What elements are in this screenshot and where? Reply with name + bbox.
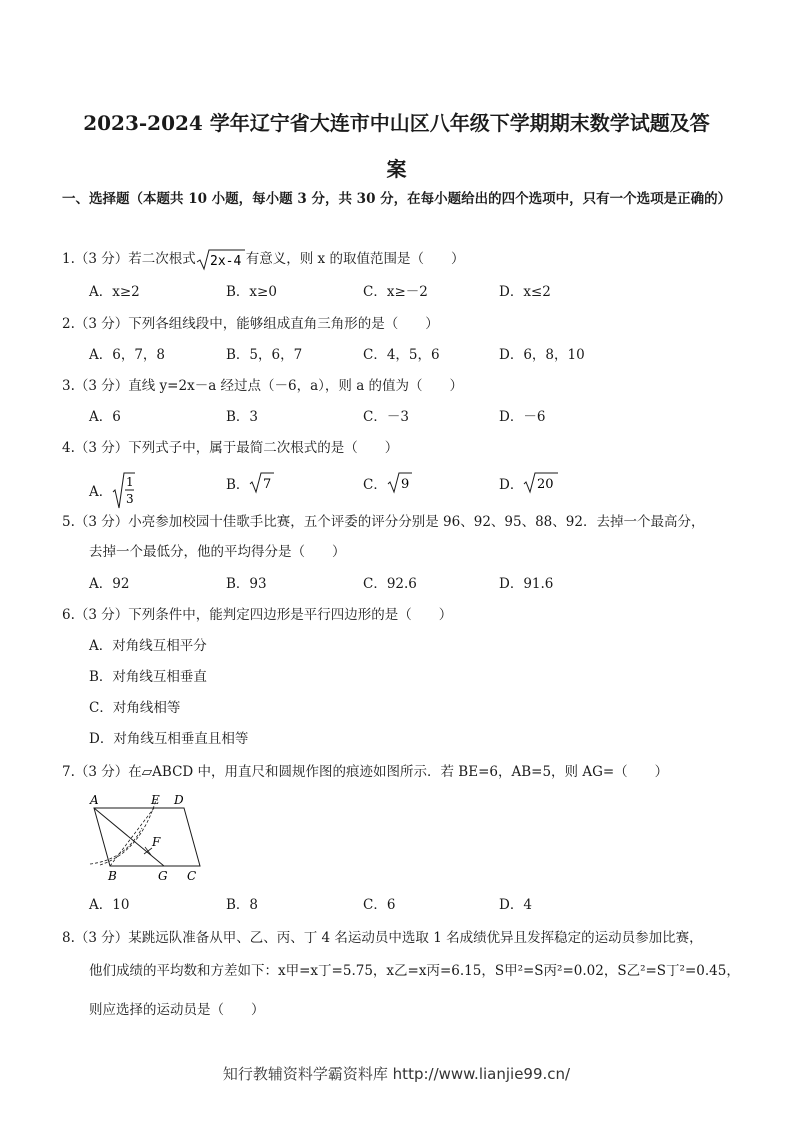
question-7: 7.（3 分）在▱ABCD 中，用直尺和圆规作图的痕迹如图所示．若 BE=6，AB=5，则 AG=（ ） [62,764,669,780]
q3-option-b[interactable]: B．3 [226,409,259,425]
q3-options [89,405,729,429]
parallelogram-figure [80,790,220,889]
title-line-1: 2023-2024 学年辽宁省大连市中山区八年级下学期期末数学试题及答 [83,111,710,135]
fig-label-d: D [174,793,184,807]
q6-option-c[interactable]: C．对角线相等 [89,700,181,716]
q2-option-b[interactable]: B．5，6，7 [226,347,303,363]
q5-option-d[interactable]: D．91.6 [499,576,554,592]
q4-d-radicand: 20 [537,477,554,492]
fig-label-a: A [90,793,99,807]
q7-options [89,893,729,917]
fig-label-e: E [151,793,160,807]
fig-label-f: F [152,835,161,849]
q4-label-a: A． [89,484,113,500]
sqrt-7 [249,472,275,494]
q3-option-a[interactable]: A．6 [89,409,121,425]
question-3: 3.（3 分）直线 y=2x－a 经过点（－6，a），则 a 的值为（ ） [62,378,464,394]
question-5-line-1: 5.（3 分）小亮参加校园十佳歌手比赛，五个评委的评分分别是 96、92、95、88、92．去掉一个最高分， [62,514,705,530]
title-line-2: 案 [386,157,407,181]
q1-radicand: 2x-4 [209,253,242,269]
q4-option-c[interactable] [363,472,413,494]
q6-option-d[interactable]: D．对角线互相垂直且相等 [89,731,249,747]
question-6: 6.（3 分）下列条件中，能判定四边形是平行四边形的是（ ） [62,607,453,623]
q3-option-c[interactable]: C．－3 [363,409,409,425]
q1-prefix: 1.（3 分）若二次根式 [62,251,196,267]
q1-suffix: 有意义，则 x 的取值范围是（ ） [245,251,465,267]
question-8-line-1: 8.（3 分）某跳远队准备从甲、乙、丙、丁 4 名运动员中选取 1 名成绩优异且发挥稳定的运动员参加比赛， [62,930,703,946]
fig-label-b: B [108,869,117,883]
q7-option-d[interactable]: D．4 [499,897,532,913]
fig-label-c: C [187,869,197,883]
q5-options [89,572,729,596]
q1-option-c[interactable]: C．x≥－2 [363,284,428,300]
q4-label-b: B． [226,477,250,493]
question-8-line-3: 则应选择的运动员是（ ） [89,1002,265,1018]
sqrt-9 [387,472,413,494]
question-8-line-2 [89,959,740,979]
q4-b-radicand: 7 [263,477,272,492]
sqrt-fraction [112,472,136,510]
q4-a-denominator: 3 [126,492,134,506]
section-heading: 一、选择题（本题共 10 小题，每小题 3 分，共 30 分，在每小题给出的四个选项中，只有一个选项是正确的） [62,191,732,207]
q4-option-a[interactable] [89,472,136,510]
q1-option-b[interactable]: B．x≥0 [226,284,277,300]
q7-option-a[interactable]: A．10 [89,897,130,913]
q2-option-c[interactable]: C．4，5，6 [363,347,440,363]
q2-option-a[interactable]: A．6，7，8 [89,347,166,363]
q1-option-d[interactable]: D．x≤2 [499,284,551,300]
q3-option-d[interactable]: D．－6 [499,409,546,425]
q7-option-b[interactable]: B．8 [226,897,259,913]
q5-option-c[interactable]: C．92.6 [363,576,417,592]
q6-option-b[interactable]: B．对角线互相垂直 [89,669,207,685]
q1-option-a[interactable]: A．x≥2 [89,284,140,300]
q2-option-d[interactable]: D．6，8，10 [499,347,585,363]
question-5-line-2: 去掉一个最低分，他的平均得分是（ ） [89,544,346,560]
q8-stats: x甲=x丁=5.75，x乙=x丙=6.15，S甲²=S丙²=0.02，S乙²=S丁²=0.45， [278,963,740,979]
q4-option-d[interactable] [499,472,559,494]
sqrt-20 [523,472,559,494]
q6-option-a[interactable]: A．对角线互相平分 [89,638,207,654]
question-1 [62,247,464,271]
q8-line2-text: 他们成绩的平均数和方差如下： [89,963,278,979]
q2-options [89,343,729,367]
q1-options [89,280,729,304]
footer-watermark: 知行教辅资料学霸资料库 http://www.lianjie99.cn/ [222,1065,571,1083]
fig-label-g: G [158,869,168,883]
q5-option-a[interactable]: A．92 [89,576,130,592]
q7-option-c[interactable]: C．6 [363,897,396,913]
q4-a-numerator: 1 [126,475,134,489]
q5-option-b[interactable]: B．93 [226,576,267,592]
q4-option-b[interactable] [226,472,275,494]
q4-options [89,462,729,506]
q4-label-c: C． [363,477,387,493]
page-title [60,100,733,192]
sqrt-expression [196,249,246,271]
question-2: 2.（3 分）下列各组线段中，能够组成直角三角形的是（ ） [62,316,439,332]
q4-c-radicand: 9 [400,477,410,492]
question-4: 4.（3 分）下列式子中，属于最简二次根式的是（ ） [62,440,399,456]
q4-label-d: D． [499,477,524,493]
